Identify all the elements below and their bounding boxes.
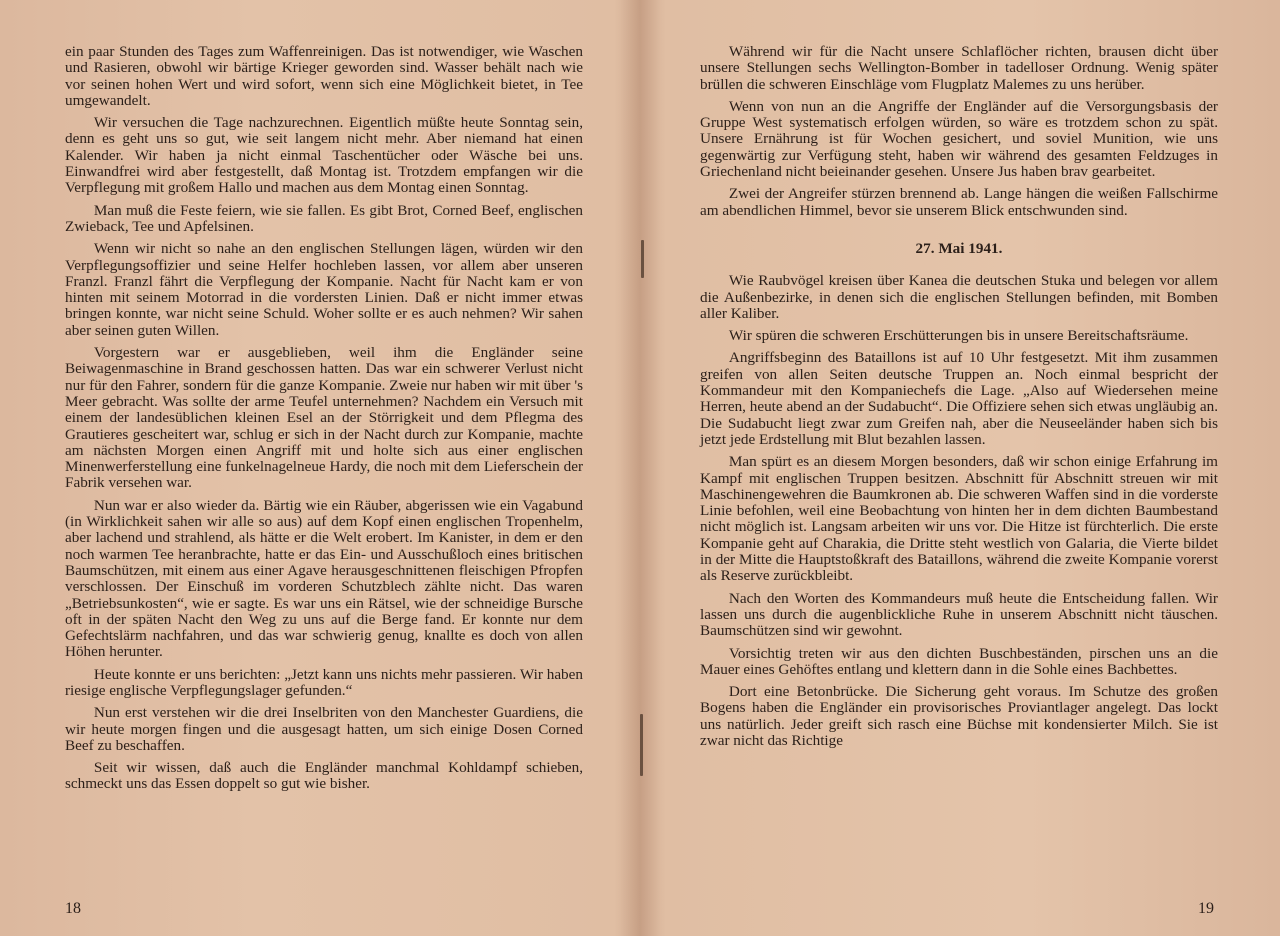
book-gutter <box>620 0 660 936</box>
left-paragraph: Nun erst verstehen wir die drei Inselbriten von den Manchester Guardiens, die wir heute morgen fingen und die ausgesagt hatten, um sich einige Dosen Corned Beef zu beschaffen. <box>65 704 583 754</box>
right-page <box>700 44 1218 755</box>
page-number-right: 19 <box>1198 900 1214 917</box>
right-paragraph: Zwei der Angreifer stürzen brennend ab. Lange hängen die weißen Fallschirme am abendlichen Himmel, bevor sie unserem Blick entschwunden sind. <box>700 185 1218 219</box>
left-paragraph: Seit wir wissen, daß auch die Engländer manchmal Kohldampf schieben, schmeckt uns das Essen doppelt so gut wie bisher. <box>65 759 583 793</box>
left-page <box>65 44 583 799</box>
left-paragraph: Wenn wir nicht so nahe an den englischen Stellungen lägen, würden wir den Verpflegungsoffizier und seine Helfer hochleben lassen, vor allem aber unseren Franzl. Franzl fährt die Verpflegung der Kompanie. Nacht für Nacht kam er von hinten mit seinem Motorrad in die vordersten Linien. Daß er nicht immer etwas bringen konnte, war nicht seine Schuld. Woher sollte er es auch nehmen? Wir sahen aber seinen guten Willen. <box>65 240 583 339</box>
right-paragraph: Nach den Worten des Kommandeurs muß heute die Entscheidung fallen. Wir lassen uns durch die augenblickliche Ruhe in unserem Abschnitt nicht täuschen. Baumschützen sind wir gewohnt. <box>700 589 1218 640</box>
left-paragraph: Heute konnte er uns berichten: „Jetzt kann uns nichts mehr passieren. Wir haben riesige englische Verpflegungslager gefunden.“ <box>65 665 583 699</box>
right-paragraph: Wenn von nun an die Angriffe der Engländer auf die Versorgungsbasis der Gruppe West systematisch erfolgen würden, so wäre es trotzdem schon zu spät. Unsere Ernährung ist für Wochen gesichert, und soviel Munition, wie uns gegenwärtig zur Verfügung steht, haben wir während des gesamten Feldzuges in Griechenland nicht beieinander gesehen. Unsere Jus haben brav gearbeitet. <box>700 97 1218 181</box>
right-paragraph: Man spürt es an diesem Morgen besonders, daß wir schon einige Erfahrung im Kampf mit englischen Truppen besitzen. Abschnitt für Abschnitt streuen wir mit Maschinengewehren die Baumkronen ab. Die schweren Waffen sind in die vorderste Linie befohlen, weil eine Beobachtung von hinten her in dem dichten Baumbestand nicht möglich ist. Langsam arbeiten wir uns vor. Die Hitze ist fürchterlich. Die erste Kompanie geht auf Charakia, die Dritte steht westlich von Galaria, die Vierte bildet in der Mitte die Hauptstoßkraft des Bataillons, während die zweite Kompanie vorerst als Reserve zurückbleibt. <box>700 453 1218 585</box>
right-paragraph: Während wir für die Nacht unsere Schlaflöcher richten, brausen dicht über unsere Stellungen sechs Wellington-Bomber in tadelloser Ordnung. Wenig später brüllen die schweren Einschläge vom Flugplatz Malemes zu uns herüber. <box>700 43 1218 93</box>
right-paragraph: Wir spüren die schweren Erschütterungen bis in unsere Bereitschaftsräume. <box>728 327 1189 345</box>
left-paragraph: Nun war er also wieder da. Bärtig wie ein Räuber, abgerissen wie ein Vagabund (in Wirklichkeit sahen wir alle so aus) auf dem Kopf einen englischen Tropenhelm, aber lachend und strahlend, als hätte er die Welt erobert. Im Kanister, in dem er den noch warmen Tee heranbrachte, hatte er das Ein- und Ausschußloch eines britischen Baumschützen, mit einem aus einer Agave herausgeschnittenen fleischigen Pfropfen verschlossen. Der Einschuß im vorderen Schutzblech zählte nicht. Das waren „Betriebsunkosten“, wie er sagte. Es war uns ein Rätsel, wie der schneidige Bursche oft in der späten Nacht den Weg zu uns auf die Berge fand. Er konnte nur dem Gefechtslärm nachfahren, und das war schwierig genug, knallte es doch von allen Höhen herunter. <box>65 496 583 661</box>
left-paragraph: Wir versuchen die Tage nachzurechnen. Eigentlich müßte heute Sonntag sein, denn es geht uns so gut, wie seit langem nicht mehr. Aber niemand hat einen Kalender. Wir haben ja nicht einmal Taschentücher oder Wäsche bei uns. Einwandfrei wird aber festgestellt, daß Montag ist. Trotzdem empfangen wir die Verpflegung mit großem Hallo und machen aus dem Montag einen Sonntag. <box>65 114 583 197</box>
page-number-left: 18 <box>65 900 81 917</box>
left-paragraph: ein paar Stunden des Tages zum Waffenreinigen. Das ist notwendiger, wie Waschen und Rasieren, obwohl wir bärtige Krieger geworden sind. Wasser behält nach wie vor seinen hohen Wert und wird sofort, wenn sich eine Möglichkeit bietet, in Tee umgewandelt. <box>65 43 583 109</box>
left-paragraph: Vorgestern war er ausgeblieben, weil ihm die Engländer seine Beiwagenmaschine in Brand geschossen hatten. Das war ein schwerer Verlust nicht nur für den Fahrer, sondern für die ganze Kompanie. Zweie nur haben wir mit über 's Meer gebracht. Was sollte der arme Teufel unternehmen? Nachdem ein Versuch mit einem der landesüblichen kleinen Esel an der Störrigkeit und dem Pflegma des Grautieres gescheitert war, schlug er sich in der Nacht durch zur Kompanie, machte am nächsten Morgen einen Angriff mit und holte sich aus einer englischen Minenwerferstellung eine funkelnagelneue Hardy, die noch mit dem Lieferschein der Fabrik versehen war. <box>65 344 583 492</box>
left-paragraph: Man muß die Feste feiern, wie sie fallen. Es gibt Brot, Corned Beef, englischen Zwieback, Tee und Apfelsinen. <box>65 201 583 235</box>
right-paragraph: Wie Raubvögel kreisen über Kanea die deutschen Stuka und belegen vor allem die Außenbezirke, in denen sich die englischen Stellungen befinden, mit Bomben aller Kaliber. <box>700 272 1218 322</box>
staple-bottom <box>640 714 643 776</box>
right-paragraph: Vorsichtig treten wir aus den dichten Buschbeständen, pirschen uns an die Mauer eines Gehöftes entlang und klettern dann in die Sohle eines Bachbettes. <box>700 644 1218 678</box>
date-heading: 27. Mai 1941. <box>915 239 1003 257</box>
right-paragraph: Dort eine Betonbrücke. Die Sicherung geht voraus. Im Schutze des großen Bogens haben die Engländer ein provisorisches Proviantlager angelegt. Das lockt uns natürlich. Jeder greift sich rasch eine Büchse mit kondensierter Milch. Sie ist zwar nicht das Richtige <box>700 683 1218 749</box>
staple-top <box>641 240 644 278</box>
right-paragraph: Angriffsbeginn des Bataillons ist auf 10 Uhr festgesetzt. Mit ihm zusammen greifen von allen Seiten deutsche Truppen an. Noch einmal bespricht der Kommandeur mit den Kompaniechefs die Lage. „Also auf Wiedersehen meine Herren, heute abend an der Sudabucht“. Die Offiziere sehen sich etwas ungläubig an. Die Sudabucht liegt zwar zum Greifen nah, aber die Neuseeländer haben sich bis jetzt jede Erdstellung mit Blut bezahlen lassen. <box>700 349 1219 448</box>
